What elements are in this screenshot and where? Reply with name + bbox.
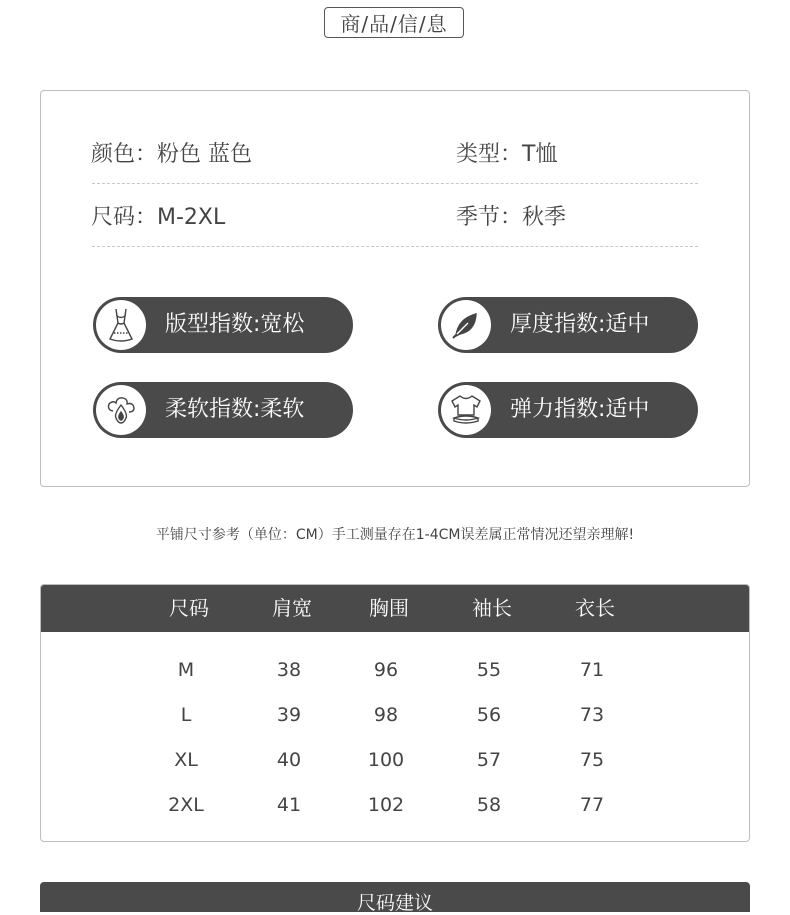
- softness-index-badge: [93, 382, 353, 438]
- measurement-note: 平铺尺寸参考（单位：CM）手工测量存在1-4CM误差属正常情况还望亲理解!: [155, 527, 635, 543]
- cell-length: 77: [579, 794, 605, 816]
- size-advice-header: [40, 882, 750, 912]
- header-sleeve: 袖长: [472, 596, 512, 620]
- cell-size: M: [177, 659, 195, 681]
- divider: [92, 183, 698, 184]
- cell-shoulder: 41: [276, 794, 302, 816]
- header-size: 尺码: [169, 596, 209, 620]
- season-attribute: 季节：秋季: [456, 205, 567, 230]
- header-shoulder: 肩宽: [272, 596, 312, 620]
- size-attribute: 尺码：M-2XL: [91, 205, 226, 230]
- header-length: 衣长: [575, 596, 615, 620]
- section-title-text: 商/品/信/息: [340, 12, 448, 36]
- elasticity-index-label: 弹力指数:适中: [510, 397, 650, 422]
- section-title: [324, 7, 464, 38]
- cell-size: XL: [174, 749, 198, 771]
- cell-length: 73: [579, 704, 605, 726]
- thickness-index-label: 厚度指数:适中: [510, 312, 650, 337]
- fit-index-label: 版型指数:宽松: [165, 312, 305, 337]
- elasticity-index-badge: [438, 382, 698, 438]
- size-table: [40, 584, 750, 842]
- cell-chest: 98: [373, 704, 399, 726]
- divider: [92, 246, 698, 247]
- fit-index-badge: [93, 297, 353, 353]
- tshirt-icon: [441, 385, 491, 435]
- size-table-header: [41, 585, 749, 632]
- cell-shoulder: 38: [276, 659, 302, 681]
- cell-size: L: [180, 704, 192, 726]
- leaf-icon: [441, 300, 491, 350]
- cell-sleeve: 56: [476, 704, 502, 726]
- size-advice-title: 尺码建议: [356, 892, 433, 914]
- header-chest: 胸围: [369, 596, 409, 620]
- softness-index-label: 柔软指数:柔软: [165, 397, 305, 422]
- cell-length: 75: [579, 749, 605, 771]
- cell-shoulder: 40: [276, 749, 302, 771]
- cell-chest: 100: [367, 749, 405, 771]
- cell-sleeve: 55: [476, 659, 502, 681]
- water-drop-icon: [96, 385, 146, 435]
- dress-icon: [96, 300, 146, 350]
- color-attribute: 颜色：粉色 蓝色: [91, 142, 252, 167]
- thickness-index-badge: [438, 297, 698, 353]
- cell-sleeve: 58: [476, 794, 502, 816]
- cell-sleeve: 57: [476, 749, 502, 771]
- cell-shoulder: 39: [276, 704, 302, 726]
- cell-size: 2XL: [168, 794, 204, 816]
- product-info-card: [40, 90, 750, 487]
- cell-chest: 96: [373, 659, 399, 681]
- cell-chest: 102: [367, 794, 405, 816]
- type-attribute: 类型：T恤: [456, 142, 558, 167]
- cell-length: 71: [579, 659, 605, 681]
